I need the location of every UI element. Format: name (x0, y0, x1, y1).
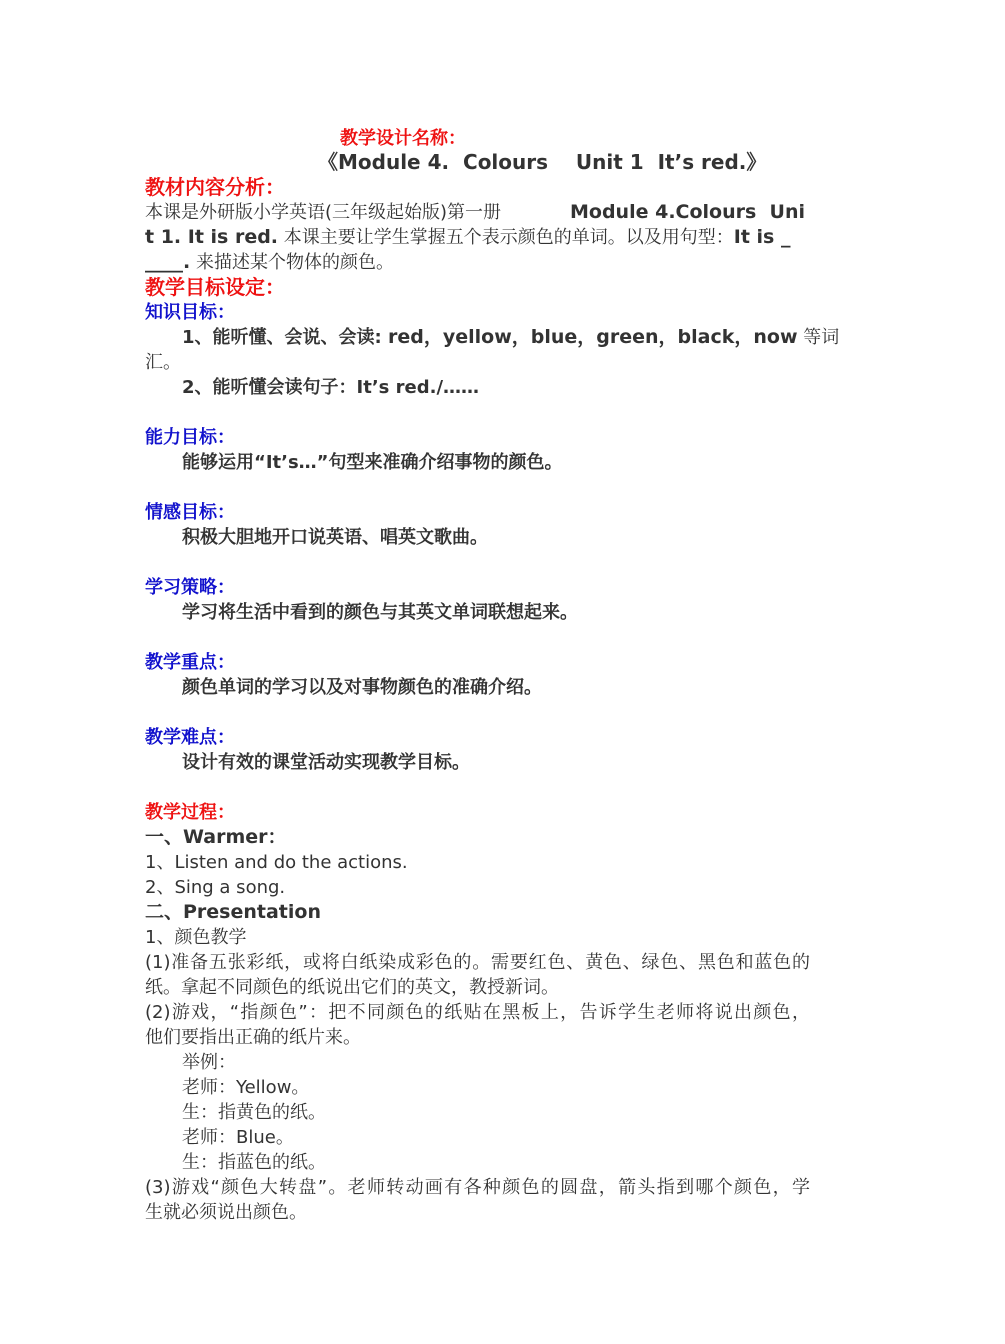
knowledge-item-1 (182, 325, 840, 350)
example-line-1: 老师：Yellow。 (182, 1077, 310, 1098)
analysis-line-1 (145, 200, 810, 225)
analysis-text: 来描述某个物体的颜色。 (190, 252, 394, 273)
warmer-step-2: 2、Sing a song. (145, 877, 286, 898)
goals-heading: 教学目标设定： (145, 275, 285, 299)
knowledge-item-1-cont: 汇。 (145, 352, 181, 373)
warmer-heading: 一、Warmer： (145, 826, 287, 848)
presentation-1-1-line-2: 纸。拿起不同颜色的纸说出它们的英文，教授新词。 (145, 977, 559, 998)
difficulty-text: 设计有效的课堂活动实现教学目标。 (182, 752, 470, 773)
difficulty-heading: 教学难点： (145, 727, 235, 748)
warmer-step-1: 1、Listen and do the actions. (145, 852, 408, 873)
strategy-heading: 学习策略： (145, 577, 235, 598)
example-line-2: 生：指黄色的纸。 (182, 1102, 326, 1123)
example-line-3: 老师：Blue。 (182, 1127, 294, 1148)
focus-text: 颜色单词的学习以及对事物颜色的准确介绍。 (182, 677, 542, 698)
analysis-text: 本课主要让学生掌握五个表示颜色的单词。以及用句型： (278, 227, 734, 248)
presentation-1-3-line-1: (3)游戏“颜色大转盘”。老师转动画有各种颜色的圆盘，箭头指到哪个颜色，学 (145, 1177, 810, 1198)
analysis-module: Module 4.Colours Uni (570, 201, 806, 223)
example-line-4: 生：指蓝色的纸。 (182, 1152, 326, 1173)
analysis-line-3 (145, 250, 810, 275)
analysis-text: 本课是外研版小学英语(三年级起始版)第一册 (145, 202, 502, 223)
analysis-pattern: It is _ (733, 226, 791, 248)
strategy-text: 学习将生活中看到的颜色与其英文单词联想起来。 (182, 602, 578, 623)
presentation-1-1-line-1: (1)准备五张彩纸，或将白纸染成彩色的。需要红色、黄色、绿色、黑色和蓝色的 (145, 952, 810, 973)
knowledge-item-1-label: 1、能听懂、会说、会读: (182, 327, 388, 348)
presentation-step-1: 1、颜色教学 (145, 927, 247, 948)
focus-heading: 教学重点： (145, 652, 235, 673)
module-title: 《Module 4. Colours Unit 1 It’s red.》 (318, 150, 767, 174)
emotion-heading: 情感目标： (145, 502, 235, 523)
knowledge-item-1-words: red，yellow，blue，green，black，now (388, 326, 798, 348)
example-label: 举例： (182, 1052, 236, 1073)
knowledge-item-2: 2、能听懂会读句子：It’s red./…… (182, 377, 480, 398)
presentation-1-2-line-1: (2)游戏，“指颜色”：把不同颜色的纸贴在黑板上，告诉学生老师将说出颜色， (145, 1002, 810, 1023)
knowledge-item-1-tail: 等词 (797, 327, 840, 348)
process-heading: 教学过程： (145, 802, 235, 823)
analysis-line-2 (145, 225, 810, 250)
presentation-heading: 二、Presentation (145, 901, 321, 923)
knowledge-heading: 知识目标： (145, 302, 235, 323)
presentation-1-3-line-2: 生就必须说出颜色。 (145, 1202, 307, 1223)
ability-heading: 能力目标： (145, 427, 235, 448)
analysis-heading: 教材内容分析： (145, 175, 285, 199)
design-title-label: 教学设计名称： (340, 128, 466, 149)
emotion-text: 积极大胆地开口说英语、唱英文歌曲。 (182, 527, 488, 548)
analysis-unit: t 1. It is red. (145, 226, 279, 248)
presentation-1-2-line-2: 他们要指出正确的纸片来。 (145, 1027, 361, 1048)
ability-text: 能够运用“It’s…”句型来准确介绍事物的颜色。 (182, 452, 563, 473)
analysis-blank: ____. (145, 251, 191, 273)
